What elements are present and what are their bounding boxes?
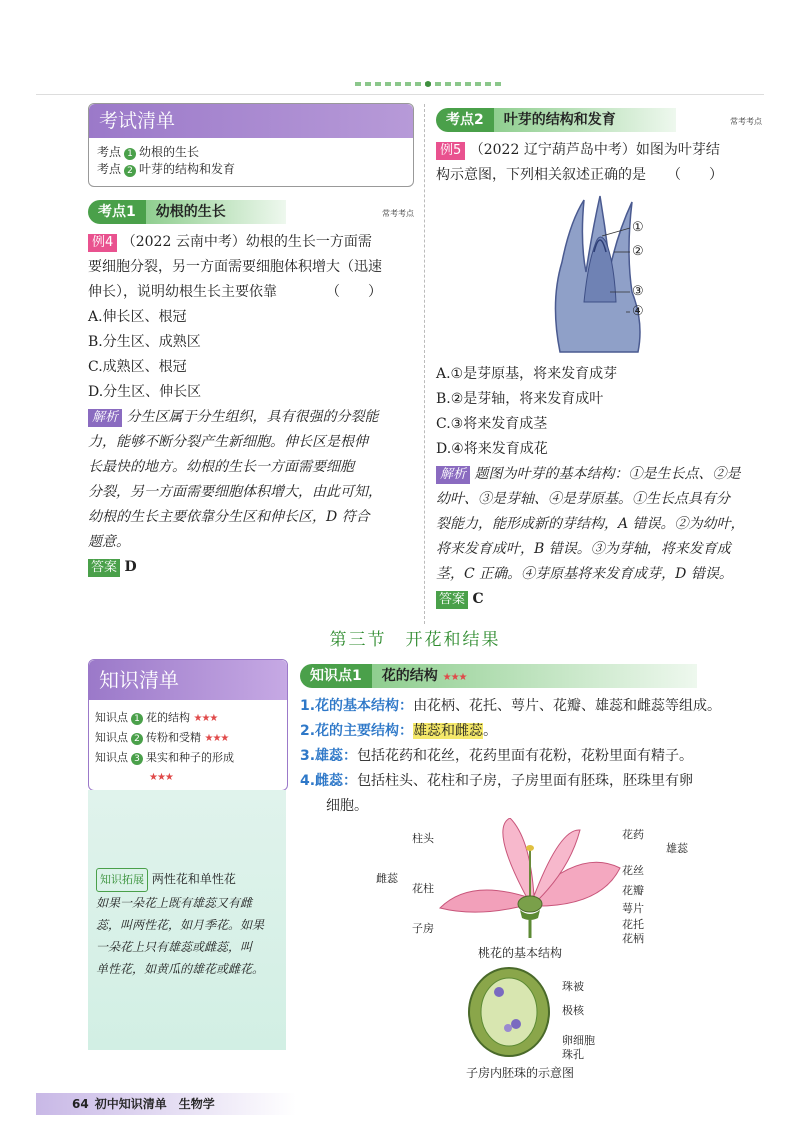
item-number: 3	[131, 753, 143, 765]
knowledge-extension-box	[88, 790, 286, 1050]
analysis-tag: 解析	[436, 466, 470, 484]
ovule-caption: 子房内胚珠的示意图	[466, 1066, 575, 1080]
column-divider	[424, 104, 425, 624]
analysis-line: 茎，C 正确。④芽原基将来发育成芽，D 错误。	[436, 566, 733, 582]
item-label: 花的结构	[146, 711, 190, 724]
item-number: 2	[124, 165, 136, 177]
point-text-highlight: 雄蕊和雌蕊	[413, 723, 484, 739]
point-text: 包括柱头、花柱和子房，子房里面有胚珠，胚珠里有卵	[357, 773, 694, 789]
kp2-title: 叶芽的结构和发育	[494, 108, 676, 132]
point-label: 1.花的基本结构：	[300, 698, 414, 714]
extension-line: 一朵花上只有雄蕊或雌蕊，叫	[96, 940, 253, 954]
ovule-label-polar-nuclei: 极核	[562, 1004, 584, 1017]
question-line: 构示意图，下列相关叙述正确的是 （ ）	[436, 167, 723, 183]
option-b: B.分生区、成熟区	[88, 334, 201, 350]
analysis-line: 分裂，另一方面需要细胞体积增大，由此可知，	[88, 484, 382, 500]
option-a: A.①是芽原基，将来发育成芽	[436, 366, 618, 382]
extension-tag: 知识拓展	[96, 868, 148, 892]
question-line: 伸长），说明幼根生长主要依靠 （ ）	[88, 284, 382, 300]
knowledge-point-bar	[300, 664, 760, 688]
analysis-line: 将来发育成叶，B 错误。③为芽轴，将来发育成	[436, 541, 731, 557]
flower-label-filament: 花丝	[622, 864, 644, 877]
knowledge-list-item	[89, 708, 287, 728]
answer-value: D	[124, 559, 137, 575]
analysis-line: 力，能够不断分裂产生新细胞。伸长区是根伸	[88, 434, 368, 450]
point-text: 包括花药和花丝，花药里面有花粉，花粉里面有精子。	[357, 748, 694, 764]
knowledge-point-tag: 知识点1	[300, 664, 372, 688]
section-title: 第三节 开花和结果	[329, 630, 501, 650]
knowledge-point-title: 花的结构	[381, 668, 438, 684]
item-prefix: 考点	[97, 162, 122, 176]
point-label: 4.雌蕊：	[300, 773, 358, 789]
answer-tag: 答案	[88, 559, 120, 577]
header-decoration	[355, 82, 505, 86]
answer-value: C	[472, 591, 484, 607]
item-number: 1	[124, 148, 136, 160]
question-line: （2022 辽宁葫芦岛中考）如图为叶芽结	[469, 142, 720, 158]
item-label: 果实和种子的形成	[146, 751, 234, 764]
exam-list-item	[89, 161, 413, 178]
analysis-line: 题图为叶芽的基本结构：①是生长点、②是	[474, 466, 741, 482]
item-prefix: 考点	[97, 145, 122, 159]
item-label: 叶芽的结构和发育	[139, 162, 236, 176]
diagram-label: ④	[632, 304, 644, 319]
point-text: 由花柄、花托、萼片、花瓣、雄蕊和雌蕊等组成。	[413, 698, 722, 714]
example-tag: 例5	[436, 142, 465, 160]
point-label: 2.花的主要结构：	[300, 723, 414, 739]
kp2-bar	[436, 108, 762, 132]
exam-list-title: 考试清单	[89, 104, 413, 138]
question-line: （2022 云南中考）幼根的生长一方面需	[121, 234, 372, 250]
exam-list-item	[89, 144, 413, 161]
diagram-label: ①	[632, 220, 644, 235]
option-d: D.分生区、伸长区	[88, 384, 202, 400]
item-label: 传粉和受精	[146, 731, 201, 744]
option-a: A.伸长区、根冠	[88, 309, 187, 325]
kp1-title: 幼根的生长	[146, 200, 286, 224]
ovule-label-egg-cell: 卵细胞	[562, 1034, 595, 1047]
ovule-label-micropyle: 珠孔	[562, 1048, 584, 1061]
ovule-label-integument: 珠被	[562, 980, 584, 993]
leaf-bud-diagram	[540, 192, 670, 358]
knowledge-list-box	[88, 659, 288, 791]
knowledge-list-item-stars	[89, 767, 287, 787]
star-rating: ★★★	[204, 733, 229, 744]
item-label: 幼根的生长	[139, 145, 200, 159]
question-line: 要细胞分裂，另一方面需要细胞体积增大（迅速	[88, 259, 382, 275]
item-prefix: 知识点	[95, 711, 128, 724]
flower-label-pedicel: 花柄	[622, 932, 644, 945]
knowledge-list-item	[89, 748, 287, 767]
ovule-diagram	[464, 966, 554, 1058]
item-number: 1	[131, 713, 143, 725]
item-prefix: 知识点	[95, 751, 128, 764]
example-tag: 例4	[88, 234, 117, 252]
flower-label-anther: 花药	[622, 828, 644, 841]
item-prefix: 知识点	[95, 731, 128, 744]
kp2-tag: 考点2	[436, 108, 494, 132]
kp2-frequency: 常考考点	[730, 117, 762, 126]
flower-caption: 桃花的基本结构	[478, 946, 563, 960]
flower-label-stigma: 柱头	[412, 832, 434, 845]
example-5-body	[436, 362, 766, 612]
analysis-line: 幼叶、③是芽轴、④是芽原基。①生长点具有分	[436, 491, 730, 507]
header-divider	[36, 94, 764, 95]
analysis-line: 幼根的生长主要依靠分生区和伸长区，D 符合	[88, 509, 370, 525]
diagram-label: ③	[632, 284, 644, 299]
star-rating: ★★★	[442, 672, 467, 683]
kp1-frequency: 常考考点	[382, 209, 414, 218]
example-5-question	[436, 138, 766, 188]
analysis-line: 题意。	[88, 534, 130, 550]
footer-text: 初中知识清单 生物学	[94, 1097, 215, 1111]
extension-line: 单性花，如黄瓜的雄花或雌花。	[96, 962, 265, 976]
answer-tag: 答案	[436, 591, 468, 609]
item-number: 2	[131, 733, 143, 745]
point-tail: 。	[483, 723, 498, 739]
flower-points	[300, 694, 721, 819]
extension-line: 如果一朵花上既有雄蕊又有雌	[96, 896, 253, 910]
page-number: 64	[72, 1097, 89, 1111]
option-c: C.③将来发育成茎	[436, 416, 548, 432]
option-c: C.成熟区、根冠	[88, 359, 187, 375]
point-continuation: 细胞。	[326, 798, 368, 814]
kp1-bar	[88, 200, 414, 224]
example-4	[88, 230, 418, 580]
analysis-line: 分生区属于分生组织，具有很强的分裂能	[126, 409, 379, 425]
flower-label-sepal: 萼片	[622, 902, 644, 915]
page-footer	[36, 1093, 296, 1115]
kp1-tag: 考点1	[88, 200, 146, 224]
flower-label-ovary: 子房	[412, 922, 434, 935]
flower-label-style: 花柱	[412, 882, 434, 895]
point-label: 3.雄蕊：	[300, 748, 358, 764]
flower-label-stamen: 雄蕊	[666, 842, 688, 855]
exam-list-box	[88, 103, 414, 187]
analysis-tag: 解析	[88, 409, 122, 427]
knowledge-list-item	[89, 728, 287, 748]
star-rating: ★★★	[149, 772, 173, 783]
knowledge-list-title: 知识清单	[89, 660, 287, 700]
star-rating: ★★★	[193, 713, 218, 724]
extension-line: 蕊，叫两性花，如月季花。如果	[96, 918, 265, 932]
analysis-line: 裂能力，能形成新的芽结构，A 错误。②为幼叶，	[436, 516, 745, 532]
flower-label-petal: 花瓣	[622, 884, 644, 897]
peach-flower-diagram	[430, 818, 630, 938]
option-b: B.②是芽轴，将来发育成叶	[436, 391, 604, 407]
diagram-label: ②	[632, 244, 644, 259]
extension-heading: 两性花和单性花	[151, 872, 236, 886]
analysis-line: 长最快的地方。幼根的生长一方面需要细胞	[88, 459, 354, 475]
flower-label-pistil: 雌蕊	[376, 872, 398, 885]
flower-label-receptacle: 花托	[622, 918, 644, 931]
option-d: D.④将来发育成花	[436, 441, 548, 457]
